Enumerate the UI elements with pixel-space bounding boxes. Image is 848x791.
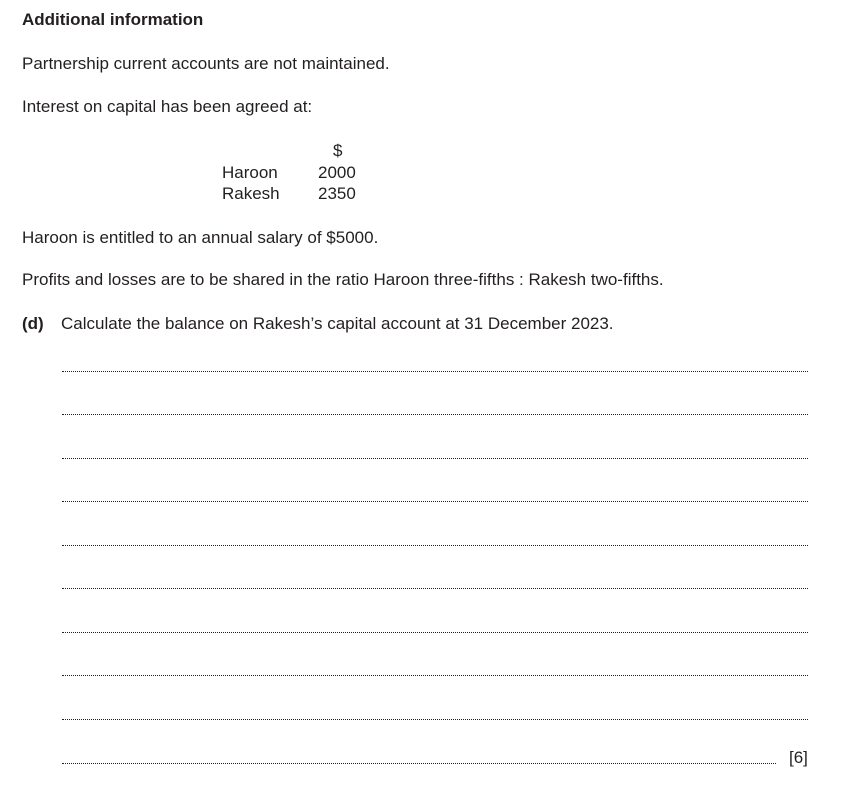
section-heading: Additional information — [22, 10, 204, 29]
marks-indicator: [6] — [789, 748, 808, 767]
partner-name: Rakesh — [222, 184, 280, 203]
answer-line[interactable] — [62, 719, 808, 720]
paragraph-salary: Haroon is entitled to an annual salary of $5000. — [22, 228, 379, 247]
paragraph-current-accounts: Partnership current accounts are not maintained. — [22, 54, 390, 73]
answer-line[interactable] — [62, 763, 776, 764]
answer-line[interactable] — [62, 371, 808, 372]
answer-line[interactable] — [62, 501, 808, 502]
answer-line[interactable] — [62, 675, 808, 676]
answer-line[interactable] — [62, 632, 808, 633]
interest-amount: 2350 — [318, 184, 356, 203]
currency-header: $ — [333, 141, 343, 160]
question-label: (d) — [22, 314, 44, 333]
partner-name: Haroon — [222, 163, 278, 182]
interest-amount: 2000 — [318, 163, 356, 182]
answer-line[interactable] — [62, 458, 808, 459]
answer-line[interactable] — [62, 545, 808, 546]
answer-line[interactable] — [62, 588, 808, 589]
paragraph-profit-ratio: Profits and losses are to be shared in the ratio Haroon three-fifths : Rakesh two-fifths. — [22, 270, 664, 289]
answer-line[interactable] — [62, 414, 808, 415]
paragraph-interest-intro: Interest on capital has been agreed at: — [22, 97, 313, 116]
question-text: Calculate the balance on Rakesh’s capital account at 31 December 2023. — [61, 314, 614, 333]
